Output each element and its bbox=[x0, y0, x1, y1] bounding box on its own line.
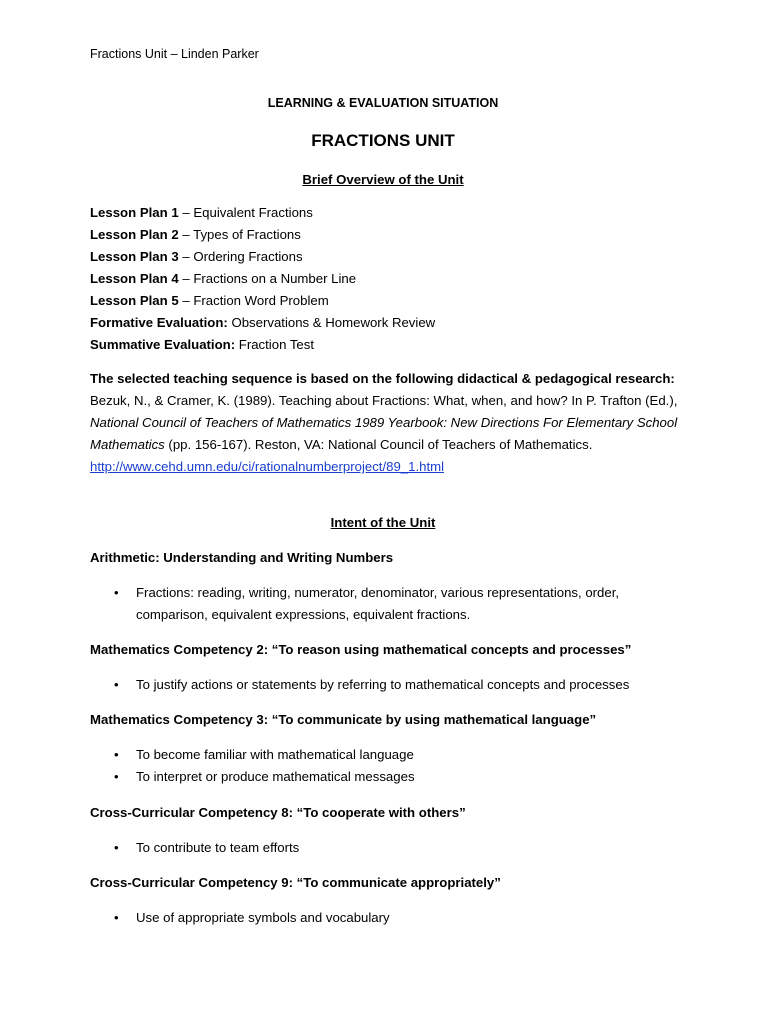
section-heading: Mathematics Competency 2: “To reason using mathematical concepts and processes” bbox=[90, 642, 632, 657]
list-item-text: To interpret or produce mathematical messages bbox=[136, 769, 415, 784]
research-paragraph bbox=[90, 368, 680, 478]
evaluation-text: Observations & Homework Review bbox=[227, 315, 436, 330]
citation-italic: National Council of Teachers of Mathematics 1989 Yearbook: New Directions For Elementary School Mathematics bbox=[90, 415, 678, 452]
citation-text-end: (pp. 156-167). Reston, VA: National Council of Teachers of Mathematics. bbox=[164, 437, 593, 452]
bullet-dot: • bbox=[114, 910, 119, 925]
evaluation-text: Fraction Test bbox=[235, 337, 315, 352]
running-head: Fractions Unit – Linden Parker bbox=[90, 47, 259, 61]
list-item bbox=[90, 766, 680, 788]
overview-heading: Brief Overview of the Unit bbox=[302, 172, 464, 187]
research-citation bbox=[90, 390, 680, 478]
lesson-text: – Types of Fractions bbox=[178, 227, 301, 242]
evaluation-label: Summative Evaluation: bbox=[90, 337, 236, 352]
section-heading: Cross-Curricular Competency 8: “To cooperate with others” bbox=[90, 805, 466, 820]
bullet-dot: • bbox=[114, 769, 119, 784]
intent-heading: Intent of the Unit bbox=[330, 515, 436, 530]
bullet-list bbox=[90, 674, 680, 696]
list-item-text: To contribute to team efforts bbox=[136, 840, 300, 855]
citation-text: Bezuk, N., & Cramer, K. (1989). Teaching about Fractions: What, when, and how? In P. Trafton (Ed.), bbox=[90, 393, 678, 408]
bullet-list bbox=[90, 907, 680, 929]
lesson-row bbox=[90, 202, 680, 224]
evaluation-label: Formative Evaluation: bbox=[90, 315, 228, 330]
lesson-text: – Fractions on a Number Line bbox=[178, 271, 357, 286]
research-link[interactable]: http://www.cehd.umn.edu/ci/rationalnumberproject/89_1.html bbox=[90, 459, 445, 474]
lesson-row bbox=[90, 290, 680, 312]
lesson-list bbox=[90, 202, 680, 356]
bullet-dot: • bbox=[114, 840, 119, 855]
bullet-list bbox=[90, 744, 680, 788]
intent-heading-wrap bbox=[90, 512, 676, 534]
list-item-text: To become familiar with mathematical language bbox=[136, 747, 414, 762]
research-lead: The selected teaching sequence is based on the following didactical & pedagogical research: bbox=[90, 371, 675, 386]
lesson-text: – Equivalent Fractions bbox=[178, 205, 313, 220]
document-subtitle: LEARNING & EVALUATION SITUATION bbox=[267, 96, 499, 110]
section-heading: Arithmetic: Understanding and Writing Numbers bbox=[90, 550, 394, 565]
section-heading: Mathematics Competency 3: “To communicate by using mathematical language” bbox=[90, 712, 597, 727]
lesson-text: – Ordering Fractions bbox=[178, 249, 303, 264]
list-item bbox=[90, 837, 680, 859]
list-item bbox=[90, 744, 680, 766]
bullet-dot: • bbox=[114, 747, 119, 762]
bullet-list bbox=[90, 582, 680, 626]
bullet-list bbox=[90, 837, 680, 859]
lesson-row bbox=[90, 268, 680, 290]
overview-heading-wrap bbox=[90, 169, 676, 191]
list-item-text: Fractions: reading, writing, numerator, denominator, various representations, order, comparison, equivalent expressions, equivalent fractions. bbox=[136, 585, 620, 622]
lesson-label: Lesson Plan 3 bbox=[90, 249, 179, 264]
list-item-text: Use of appropriate symbols and vocabulary bbox=[136, 910, 390, 925]
lesson-text: – Fraction Word Problem bbox=[178, 293, 329, 308]
list-item bbox=[90, 907, 680, 929]
bullet-dot: • bbox=[114, 585, 119, 600]
document-title: FRACTIONS UNIT bbox=[311, 131, 455, 150]
evaluation-row bbox=[90, 334, 680, 356]
list-item bbox=[90, 582, 680, 626]
lesson-row bbox=[90, 246, 680, 268]
lesson-row bbox=[90, 224, 680, 246]
lesson-label: Lesson Plan 1 bbox=[90, 205, 179, 220]
lesson-label: Lesson Plan 4 bbox=[90, 271, 179, 286]
lesson-label: Lesson Plan 5 bbox=[90, 293, 179, 308]
bullet-dot: • bbox=[114, 677, 119, 692]
list-item-text: To justify actions or statements by referring to mathematical concepts and processes bbox=[136, 677, 630, 692]
section-heading: Cross-Curricular Competency 9: “To communicate appropriately” bbox=[90, 875, 501, 890]
list-item bbox=[90, 674, 680, 696]
evaluation-row bbox=[90, 312, 680, 334]
lesson-label: Lesson Plan 2 bbox=[90, 227, 179, 242]
